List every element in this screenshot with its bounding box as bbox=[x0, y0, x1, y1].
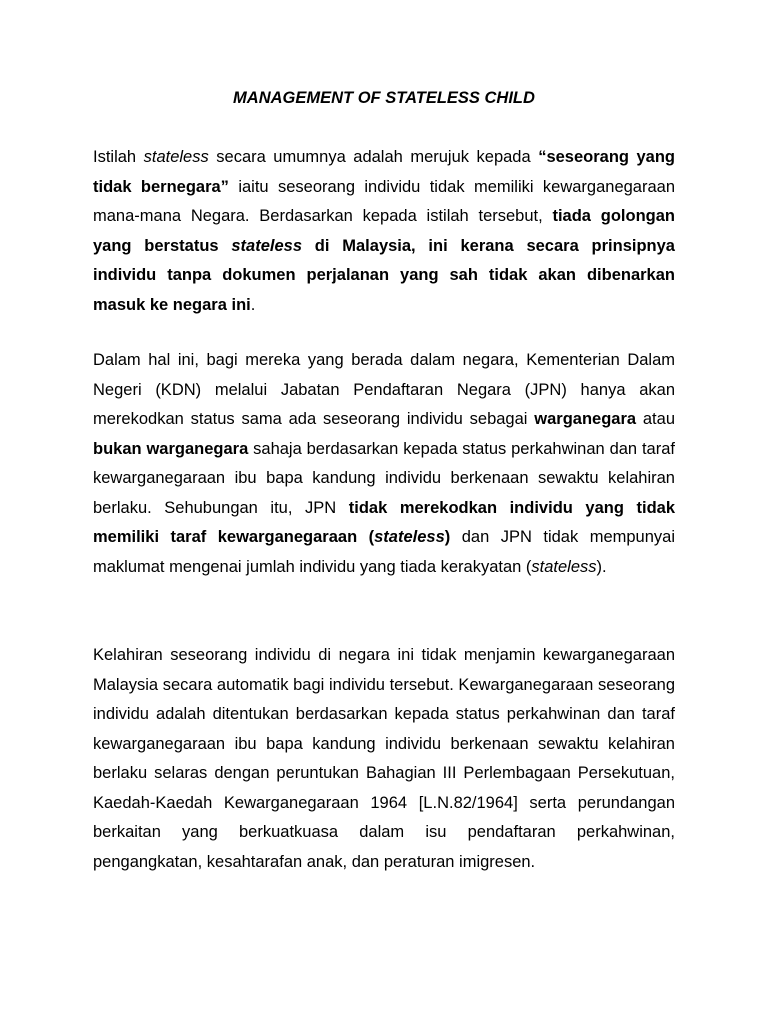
text-run: iaitu seseorang individu tidak memiliki kewarganegaraan mana-mana Negara. Berdasarkan kepada istilah tersebut, bbox=[93, 177, 676, 225]
text-run: sahaja berdasarkan kepada status perkahwinan dan taraf kewarganegaraan ibu bapa kandung individu berkenaan sewaktu kelahiran berlaku. Sehubungan itu, JPN bbox=[93, 439, 675, 517]
text-run: Dalam hal ini, bagi mereka yang berada dalam negara, Kementerian Dalam Negeri (KDN) melalui Jabatan Pendaftaran Negara (JPN) hanya akan merekodkan status sama ada seseorang individu sebagai bbox=[93, 351, 675, 428]
paragraph-1 bbox=[93, 143, 675, 320]
paragraph-3: Kelahiran seseorang individu di negara ini tidak menjamin kewarganegaraan Malaysia secara automatik bagi individu tersebut. Kewarganegaraan seseorang individu adalah ditentukan berdasarkan kepada status perkahwinan dan taraf kewarganegaraan ibu bapa kandung individu berkenaan sewaktu kelahiran berlaku selaras dengan peruntukan Bahagian III Perlembagaan Persekutuan, Kaedah-Kaedah Kewarganegaraan 1964 [L.N.82/1964] serta perundangan berkaitan yang berkuatkuasa dalam isu pendaftaran perkahwinan, pengangkatan, kesahtarafan anak, dan peraturan imigresen. bbox=[93, 646, 675, 871]
italic-term: stateless bbox=[231, 236, 303, 255]
text-run: atau bbox=[636, 410, 675, 428]
bold-text-run: ) bbox=[444, 528, 451, 546]
bold-text-run: tidak merekodkan individu yang tidak memiliki taraf kewarganegaraan ( bbox=[93, 498, 675, 546]
bold-phrase: bukan warganegara bbox=[93, 439, 249, 458]
bold-phrase: warganegara bbox=[534, 410, 637, 428]
text-run: ). bbox=[596, 557, 607, 576]
italic-term: stateless bbox=[143, 148, 209, 166]
text-run: Istilah bbox=[93, 148, 144, 166]
text-run: . bbox=[250, 295, 256, 314]
bold-text-run: tiada golongan yang berstatus bbox=[93, 207, 675, 255]
italic-term: stateless bbox=[374, 528, 445, 546]
paragraph-2 bbox=[93, 346, 675, 582]
text-run: dan JPN tidak mempunyai maklumat mengenai jumlah individu yang tiada kerakyatan ( bbox=[93, 528, 675, 576]
bold-phrase: “seseorang yang tidak bernegara” bbox=[93, 148, 676, 196]
italic-term: stateless bbox=[531, 557, 597, 576]
document-title: MANAGEMENT OF STATELESS CHILD bbox=[233, 89, 535, 107]
bold-text-run: di Malaysia, ini kerana secara prinsipnya individu tanpa dokumen perjalanan yang sah tidak akan dibenarkan masuk ke negara ini bbox=[93, 236, 675, 314]
text-run: secara umumnya adalah merujuk kepada bbox=[208, 148, 539, 166]
